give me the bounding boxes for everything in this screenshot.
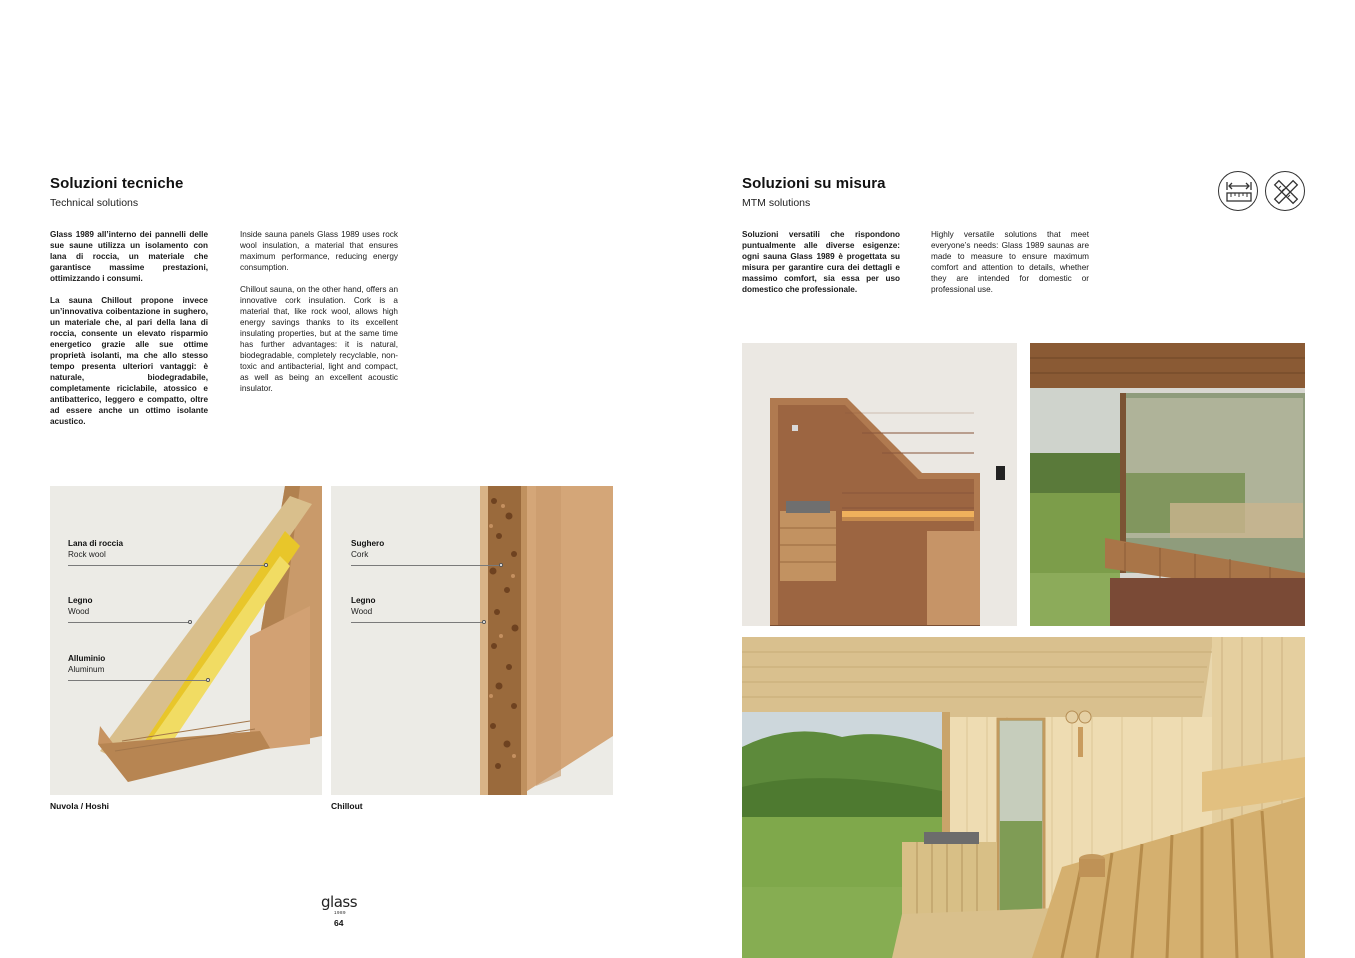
callout-label-it: Legno — [351, 596, 376, 605]
brand-logo: glass — [321, 893, 358, 911]
page-number: 64 — [334, 918, 344, 928]
page-title-right: Soluzioni su misura — [742, 175, 886, 192]
callout-wood — [68, 595, 93, 617]
leader-line — [68, 622, 190, 623]
leader-dot — [499, 563, 503, 567]
page-title-left: Soluzioni tecniche — [50, 175, 184, 192]
rockwool-panel-illustration — [50, 486, 322, 795]
callout-label-it: Legno — [68, 596, 93, 605]
english-text-column — [240, 229, 398, 394]
page-subtitle-right: MTM solutions — [742, 197, 811, 209]
english-paragraph: Highly versatile solutions that meet everyone’s needs: Glass 1989 saunas are made to measure to ensure maximum comfort and attention to details, whether they are intended for domestic or professional use. — [931, 230, 1089, 294]
figure-caption-nuvola: Nuvola / Hoshi — [50, 801, 110, 811]
cork-panel-illustration — [331, 486, 613, 795]
callout-label-it: Alluminio — [68, 654, 106, 663]
italian-text-column — [50, 229, 208, 427]
callout-cork — [351, 538, 384, 560]
leader-line — [68, 680, 208, 681]
leader-dot — [188, 620, 192, 624]
callout-label-it: Lana di roccia — [68, 539, 124, 548]
callout-label-en: Wood — [68, 607, 90, 616]
photo-sauna-interior-view — [742, 637, 1305, 958]
english-text-column — [931, 229, 1089, 295]
rockwool-panel-figure — [50, 486, 322, 795]
callout-aluminum — [68, 653, 105, 675]
leader-line — [351, 622, 483, 623]
callout-wood — [351, 595, 376, 617]
page-subtitle-left: Technical solutions — [50, 197, 139, 209]
italian-paragraph: La sauna Chillout propone invece un’innovativa coibentazione in sughero, un materiale che, al pari della lana di roccia, consente un elevato risparmio energetico grazie alle sue ottime proprietà isolanti, ma che allo stesso tempo presenta ulteriori vantaggi: è naturale, biodegradabile, completamente riciclabile, atossico e antibatterico, leggero e compatto, oltre ad essere anche un ottimo isolante acustico. — [50, 296, 208, 426]
brand-logo-year: 1989 — [334, 910, 347, 915]
leader-line — [68, 565, 266, 566]
cork-panel-figure — [331, 486, 613, 795]
italian-text-column — [742, 229, 900, 295]
english-paragraph: Chillout sauna, on the other hand, offers an innovative cork insulation. Cork is a material that, like rock wool, allows high energy savings thanks to its excellent insulating properties, but at the same time has further advantages: it is natural, biodegradable, completely recyclable, non-toxic and antibacterial, light and compact, as well as being an excellent acoustic insulator. — [240, 285, 398, 393]
callout-label-en: Wood — [351, 607, 373, 616]
callout-label-en: Rock wool — [68, 550, 106, 559]
photo-outdoor-sauna-glass — [1030, 343, 1305, 626]
callout-label-en: Cork — [351, 550, 369, 559]
pencil-ruler-icon — [1265, 171, 1305, 211]
italian-paragraph: Glass 1989 all’interno dei pannelli delle sue saune utilizza un isolamento con lana di roccia, un materiale che garantisce massime prestazioni, ottimizzando i consumi. — [50, 230, 208, 283]
ruler-measure-icon — [1218, 171, 1258, 211]
callout-rock-wool — [68, 538, 123, 560]
leader-line — [351, 565, 501, 566]
leader-dot — [482, 620, 486, 624]
english-paragraph: Inside sauna panels Glass 1989 uses rock wool insulation, a material that ensures maximum performance, reducing energy consumption. — [240, 230, 398, 272]
leader-dot — [264, 563, 268, 567]
italian-paragraph: Soluzioni versatili che rispondono puntualmente alle diverse esigenze: ogni sauna Glass 1989 è progettata su misura per garantire cura dei dettagli e massimo comfort, sia essa per uso domestico che professionale. — [742, 230, 900, 294]
figure-caption-chillout: Chillout — [331, 801, 363, 811]
photo-attic-sauna — [742, 343, 1017, 626]
callout-label-it: Sughero — [351, 539, 385, 548]
callout-label-en: Aluminum — [68, 665, 105, 674]
leader-dot — [206, 678, 210, 682]
